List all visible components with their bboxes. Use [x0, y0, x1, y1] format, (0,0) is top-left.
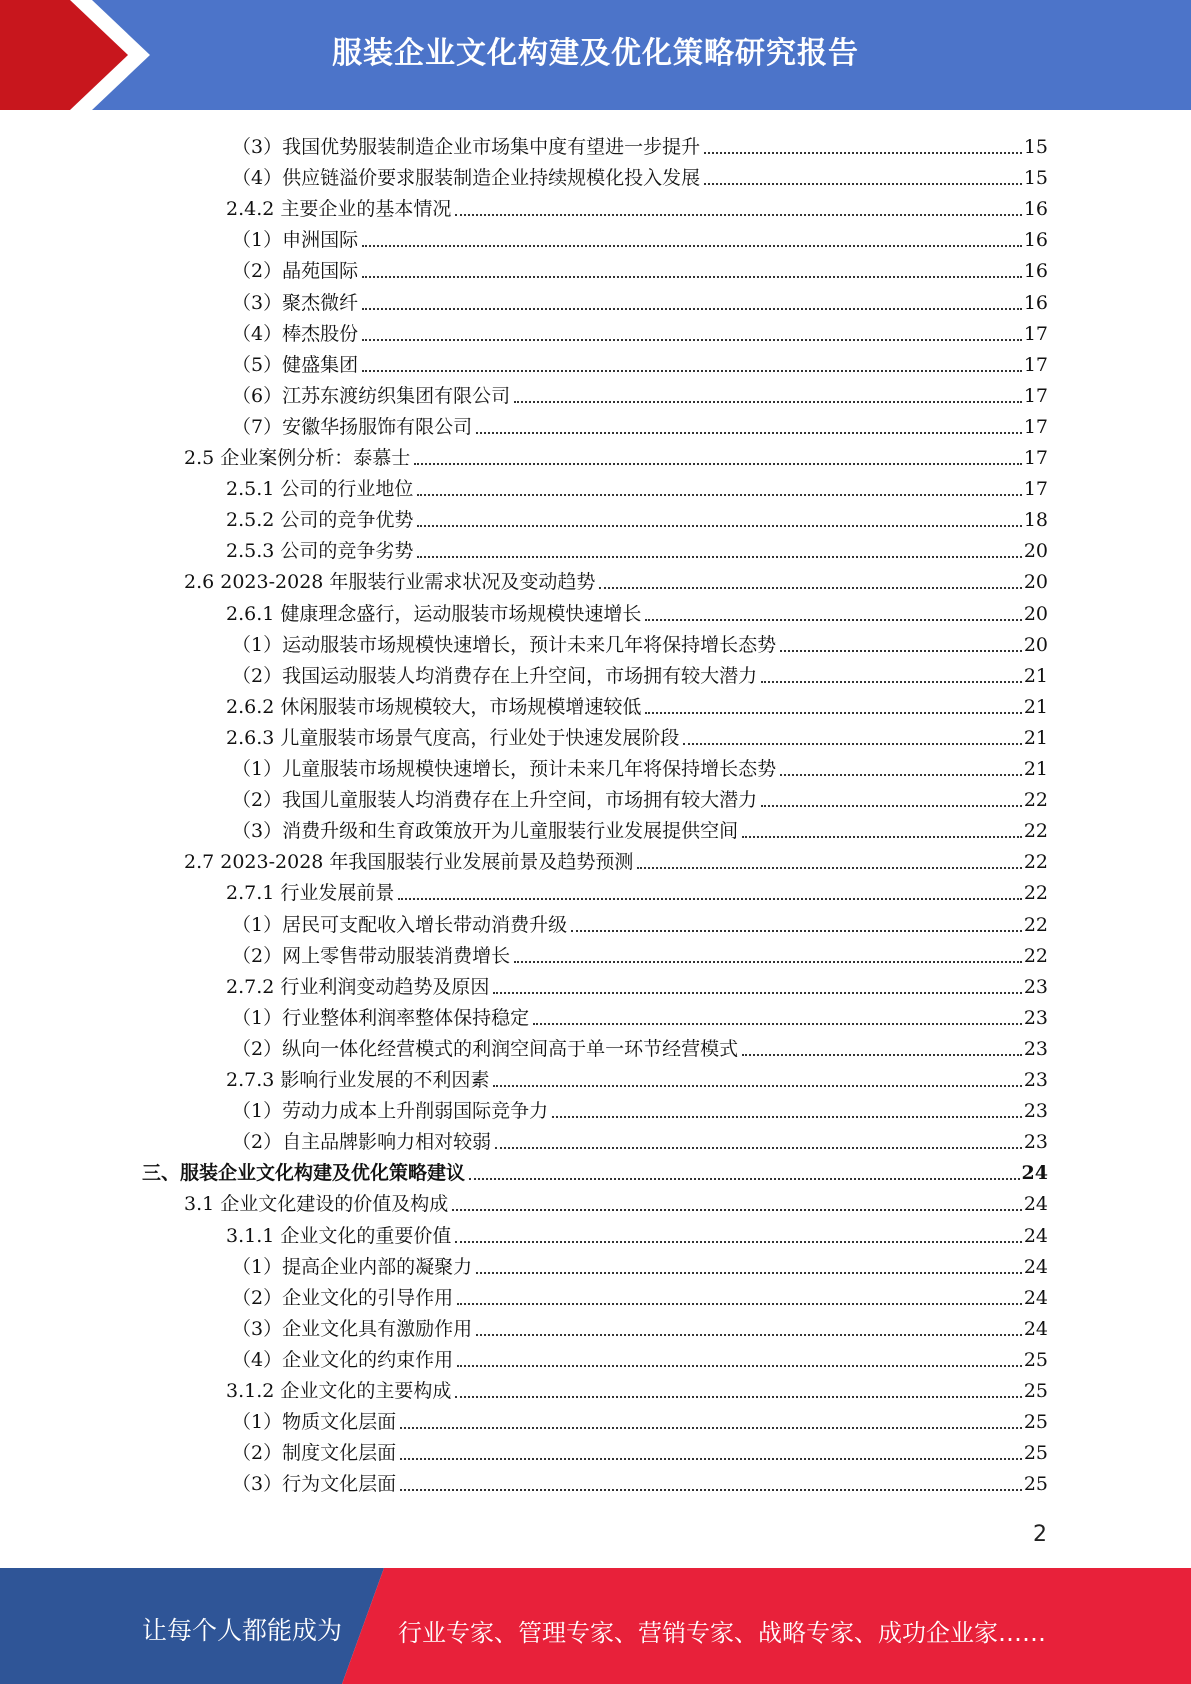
toc-entry-page: 18: [1023, 509, 1048, 532]
toc-entry-page: 24: [1023, 1255, 1048, 1278]
toc-entry-title: （2）网上零售带动服装消费增长: [232, 944, 511, 967]
toc-entry[interactable]: [232, 252, 1048, 283]
toc-leader-dots: [514, 400, 1022, 403]
toc-entry[interactable]: [226, 595, 1048, 626]
toc-leader-dots: [362, 307, 1022, 310]
toc-entry-title: 2.5 企业案例分析：泰慕士: [184, 447, 411, 469]
toc-entry-page: 25: [1023, 1473, 1048, 1496]
toc-leader-dots: [417, 524, 1021, 527]
toc-entry-title: （1）申洲国际: [232, 229, 359, 252]
toc-entry-page: 17: [1023, 384, 1048, 407]
toc-entry-title: 2.6 2023-2028 年服装行业需求状况及变动趋势: [184, 571, 596, 594]
toc-entry[interactable]: [232, 377, 1048, 408]
toc-entry-title: （1）提高企业内部的凝聚力: [232, 1255, 473, 1278]
toc-entry[interactable]: [226, 719, 1048, 750]
toc-leader-dots: [780, 773, 1022, 776]
toc-entry-title: （3）我国优势服装制造企业市场集中度有望进一步提升: [232, 136, 701, 158]
toc-entry[interactable]: [232, 781, 1048, 812]
toc-entry-title: （1）物质文化层面: [232, 1411, 397, 1434]
toc-entry-title: （3）行为文化层面: [232, 1473, 397, 1496]
toc-entry-page: 23: [1023, 1100, 1048, 1123]
toc-entry[interactable]: [226, 1372, 1048, 1403]
page-header: [0, 0, 1191, 110]
toc-entry-page: 20: [1023, 602, 1048, 625]
toc-leader-dots: [514, 960, 1022, 963]
toc-leader-dots: [761, 804, 1022, 807]
toc-leader-dots: [417, 493, 1021, 496]
toc-entry-title: （2）纵向一体化经营模式的利润空间高于单一环节经营模式: [232, 1037, 739, 1060]
toc-entry-page: 16: [1023, 198, 1048, 221]
toc-leader-dots: [455, 1240, 1021, 1243]
toc-entry-title: 2.4.2 主要企业的基本情况: [226, 198, 452, 221]
toc-leader-dots: [476, 1271, 1022, 1274]
page-number: 2: [1033, 1522, 1047, 1547]
toc-entry-page: 22: [1023, 913, 1048, 936]
toc-entry-page: 15: [1023, 136, 1048, 158]
toc-leader-dots: [400, 1457, 1022, 1460]
toc-entry[interactable]: [232, 408, 1048, 439]
toc-entry-title: 2.5.3 公司的竞争劣势: [226, 540, 414, 563]
toc-leader-dots: [761, 680, 1022, 683]
toc-entry-page: 15: [1023, 167, 1048, 190]
toc-entry-page: 24: [1023, 1317, 1048, 1340]
toc-entry[interactable]: [232, 1403, 1048, 1434]
toc-entry-title: （4）供应链溢价要求服装制造企业持续规模化投入发展: [232, 167, 701, 190]
toc-entry-title: （5）健盛集团: [232, 353, 359, 376]
toc-entry-page: 17: [1023, 415, 1048, 438]
toc-leader-dots: [455, 1395, 1021, 1398]
toc-entry[interactable]: [232, 1310, 1048, 1341]
toc-entry-page: 20: [1023, 571, 1048, 594]
toc-leader-dots: [362, 275, 1022, 278]
toc-entry-page: 22: [1023, 882, 1048, 905]
toc-entry-title: 2.5.2 公司的竞争优势: [226, 509, 414, 532]
toc-entry-title: （6）江苏东渡纺织集团有限公司: [232, 384, 511, 407]
toc-entry[interactable]: [226, 190, 1048, 221]
toc-entry-title: 2.7.3 影响行业发展的不利因素: [226, 1069, 490, 1091]
toc-entry-page: 17: [1023, 478, 1048, 501]
toc-leader-dots: [469, 1177, 1020, 1180]
toc-entry[interactable]: [232, 128, 1048, 159]
toc-leader-dots: [683, 742, 1021, 745]
toc-entry-page: 20: [1023, 540, 1048, 563]
toc-entry-page: 25: [1023, 1411, 1048, 1434]
toc-entry-page: 17: [1023, 353, 1048, 376]
toc-entry-page: 21: [1023, 758, 1048, 780]
toc-entry[interactable]: [232, 626, 1048, 657]
toc-entry-page: 23: [1023, 1131, 1048, 1154]
toc-entry[interactable]: [226, 874, 1048, 905]
toc-entry[interactable]: [226, 688, 1048, 719]
toc-leader-dots: [637, 866, 1021, 869]
toc-entry-title: 2.5.1 公司的行业地位: [226, 478, 414, 501]
page-footer: [0, 1568, 1191, 1684]
report-title: 服装企业文化构建及优化策略研究报告: [332, 36, 859, 71]
toc-entry-title: 2.7 2023-2028 年我国服装行业发展前景及趋势预测: [184, 851, 634, 874]
toc-leader-dots: [457, 1364, 1022, 1367]
toc-entry-title: （3）聚杰微纤: [232, 291, 359, 314]
toc-entry[interactable]: [232, 221, 1048, 252]
toc-entry-title: （1）儿童服装市场规模快速增长，预计未来几年将保持增长态势: [232, 758, 777, 780]
toc-leader-dots: [493, 991, 1021, 994]
toc-entry-page: 24: [1023, 1224, 1048, 1247]
toc-leader-dots: [476, 1333, 1022, 1336]
toc-entry-title: 2.7.2 行业利润变动趋势及原因: [226, 975, 490, 998]
toc-leader-dots: [457, 1302, 1022, 1305]
toc-entry-page: 22: [1023, 944, 1048, 967]
toc-leader-dots: [400, 1488, 1022, 1491]
toc-entry-title: （3）企业文化具有激励作用: [232, 1317, 473, 1340]
toc-leader-dots: [476, 431, 1022, 434]
toc-entry-page: 16: [1023, 229, 1048, 252]
toc-entry[interactable]: [226, 1061, 1048, 1092]
toc-entry[interactable]: [232, 159, 1048, 190]
toc-entry-page: 21: [1023, 695, 1048, 718]
toc-entry[interactable]: [232, 937, 1048, 968]
toc-entry-page: 20: [1023, 633, 1048, 656]
toc-entry-title: （2）制度文化层面: [232, 1442, 397, 1465]
toc-entry-page: 24: [1021, 1162, 1048, 1185]
toc-leader-dots: [742, 1053, 1022, 1056]
toc-entry-title: （1）居民可支配收入增长带动消费升级: [232, 913, 568, 936]
toc-entry-title: 2.6.1 健康理念盛行，运动服装市场规模快速增长: [226, 602, 642, 625]
toc-leader-dots: [362, 369, 1022, 372]
toc-leader-dots: [742, 835, 1022, 838]
toc-entry-page: 16: [1023, 260, 1048, 283]
toc-entry-title: （2）我国运动服装人均消费存在上升空间，市场拥有较大潜力: [232, 664, 758, 687]
toc-entry[interactable]: [142, 1154, 1048, 1185]
toc-entry-title: 3.1 企业文化建设的价值及构成: [184, 1193, 449, 1216]
toc-entry[interactable]: [232, 657, 1048, 688]
toc-entry-page: 25: [1023, 1348, 1048, 1371]
toc-leader-dots: [552, 1115, 1022, 1118]
toc-leader-dots: [398, 897, 1021, 900]
toc-entry-title: 2.6.3 儿童服装市场景气度高，行业处于快速发展阶段: [226, 726, 680, 749]
toc-leader-dots: [780, 649, 1022, 652]
toc-entry-title: （7）安徽华扬服饰有限公司: [232, 415, 473, 438]
footer-roles: 行业专家、管理专家、营销专家、战略专家、成功企业家……: [398, 1619, 1046, 1647]
toc-entry[interactable]: [232, 346, 1048, 377]
toc-entry-title: （2）我国儿童服装人均消费存在上升空间，市场拥有较大潜力: [232, 789, 758, 812]
toc-entry[interactable]: [226, 1217, 1048, 1248]
toc-entry[interactable]: [232, 750, 1048, 781]
toc-leader-dots: [571, 929, 1022, 932]
toc-entry-page: 17: [1023, 322, 1048, 345]
toc-entry-title: （2）晶苑国际: [232, 260, 359, 283]
toc-leader-dots: [533, 1022, 1022, 1025]
toc-leader-dots: [455, 213, 1021, 216]
toc-entry[interactable]: [184, 563, 1048, 594]
toc-entry-title: （2）企业文化的引导作用: [232, 1286, 454, 1309]
toc-entry[interactable]: [226, 968, 1048, 999]
toc-entry[interactable]: [232, 999, 1048, 1030]
toc-entry-title: （1）劳动力成本上升削弱国际竞争力: [232, 1100, 549, 1123]
toc-entry[interactable]: [226, 501, 1048, 532]
toc-entry-title: （4）企业文化的约束作用: [232, 1348, 454, 1371]
toc-entry[interactable]: [232, 906, 1048, 937]
toc-entry-page: 21: [1023, 664, 1048, 687]
toc-entry-page: 22: [1023, 789, 1048, 812]
toc-entry-title: 2.6.2 休闲服装市场规模较大，市场规模增速较低: [226, 695, 642, 718]
toc-entry-page: 22: [1023, 820, 1048, 843]
toc-entry[interactable]: [232, 1434, 1048, 1465]
toc-entry-title: 3.1.2 企业文化的主要构成: [226, 1380, 452, 1402]
toc-leader-dots: [493, 1084, 1021, 1087]
toc-entry-title: （1）行业整体利润率整体保持稳定: [232, 1006, 530, 1029]
toc-entry[interactable]: [232, 1123, 1048, 1154]
toc-entry-page: 21: [1023, 726, 1048, 749]
toc-entry[interactable]: [232, 1030, 1048, 1061]
toc-entry[interactable]: [184, 843, 1048, 874]
toc-entry[interactable]: [232, 812, 1048, 843]
toc-entry-title: 三、服装企业文化构建及优化策略建议: [142, 1162, 466, 1185]
toc-leader-dots: [400, 1426, 1022, 1429]
toc-entry[interactable]: [226, 470, 1048, 501]
toc-leader-dots: [452, 1208, 1022, 1211]
toc-entry-page: 23: [1023, 1037, 1048, 1060]
toc-entry[interactable]: [232, 1341, 1048, 1372]
toc-entry-title: （4）棒杰股份: [232, 322, 359, 345]
toc-entry-page: 24: [1023, 1193, 1048, 1216]
toc-leader-dots: [414, 462, 1022, 465]
toc-entry[interactable]: [232, 1248, 1048, 1279]
toc-entry-page: 17: [1023, 447, 1048, 469]
toc-entry[interactable]: [232, 315, 1048, 346]
toc-entry-page: 24: [1023, 1286, 1048, 1309]
toc-entry[interactable]: [232, 1092, 1048, 1123]
toc-entry[interactable]: [232, 1465, 1048, 1496]
toc-leader-dots: [645, 711, 1021, 714]
toc-entry-title: （3）消费升级和生育政策放开为儿童服装行业发展提供空间: [232, 820, 739, 843]
toc-entry-page: 23: [1023, 1069, 1048, 1091]
toc-entry-title: （2）自主品牌影响力相对较弱: [232, 1131, 492, 1154]
toc-entry[interactable]: [232, 284, 1048, 315]
toc-leader-dots: [645, 618, 1021, 621]
footer-slogan: 让每个人都能成为: [142, 1616, 343, 1645]
toc-entry-title: 2.7.1 行业发展前景: [226, 882, 395, 905]
toc-entry-page: 22: [1023, 851, 1048, 874]
toc-entry-page: 16: [1023, 291, 1048, 314]
toc-entry[interactable]: [232, 1279, 1048, 1310]
toc-entry[interactable]: [226, 532, 1048, 563]
toc-leader-dots: [417, 555, 1021, 558]
toc-entry-page: 25: [1023, 1442, 1048, 1465]
toc-entry[interactable]: [184, 1185, 1048, 1216]
toc-leader-dots: [495, 1146, 1022, 1149]
toc-leader-dots: [704, 151, 1022, 154]
toc-leader-dots: [599, 586, 1021, 589]
toc-entry-title: （1）运动服装市场规模快速增长，预计未来几年将保持增长态势: [232, 633, 777, 656]
toc-leader-dots: [704, 182, 1022, 185]
toc-leader-dots: [362, 244, 1022, 247]
toc-entry[interactable]: [184, 439, 1048, 470]
toc-leader-dots: [362, 338, 1022, 341]
toc-entry-page: 25: [1023, 1380, 1048, 1402]
toc-entry-title: 3.1.1 企业文化的重要价值: [226, 1224, 452, 1247]
toc-entry-page: 23: [1023, 1006, 1048, 1029]
toc-entry-page: 23: [1023, 975, 1048, 998]
